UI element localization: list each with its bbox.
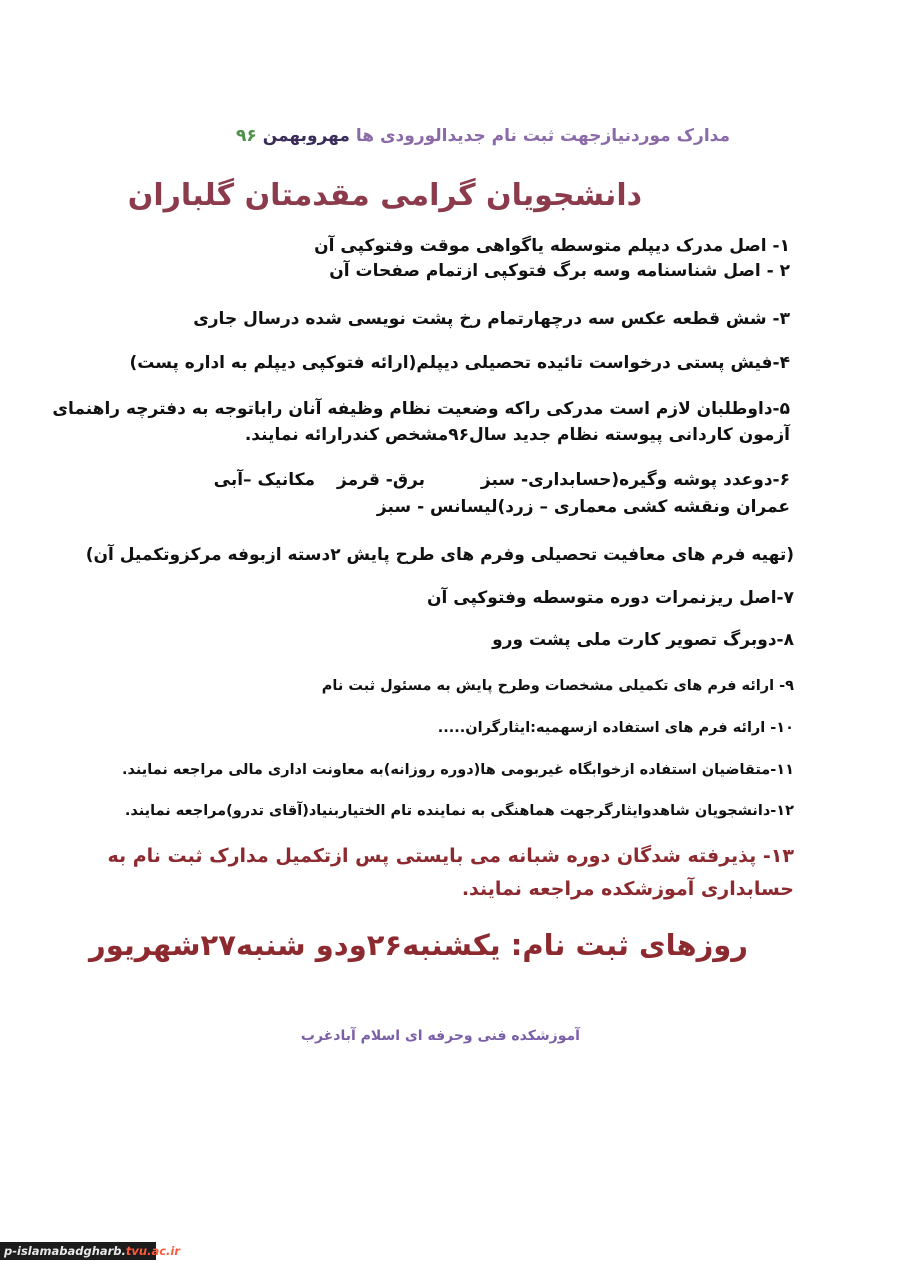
item-1: ۱- اصل مدرک دیپلم متوسطه یاگواهی موقت وفتوکپی آن bbox=[314, 236, 790, 256]
item-7: ۷-اصل ریزنمرات دوره متوسطه وفتوکپی آن bbox=[427, 588, 794, 608]
header-semester: مهروبهمن bbox=[262, 126, 350, 146]
header-text: مدارک موردنیازجهت ثبت نام جدیدالورودی ها bbox=[355, 126, 730, 146]
item-4: ۴-فیش پستی درخواست تائیده تحصیلی دیپلم(ارائه فتوکپی دیپلم به اداره پست) bbox=[129, 353, 790, 373]
item-10: ۱۰- ارائه فرم های استفاده ازسهمیه:ایثارگران..... bbox=[437, 720, 794, 736]
item-5-line-1: ۵-داوطلبان لازم است مدرکی راکه وضعیت نظام وظیفه آنان راباتوجه به دفترچه راهنمای bbox=[52, 399, 790, 419]
item-13-line-2: حسابداری آموزشکده مراجعه نمایند. bbox=[461, 878, 794, 900]
item-9: ۹- ارائه فرم های تکمیلی مشخصات وطرح پایش به مسئول ثبت نام bbox=[321, 678, 794, 694]
item-6-accounting: ۶-دوعدد پوشه وگیره(حسابداری- سبز bbox=[480, 470, 790, 490]
header-year: ۹۶ bbox=[236, 126, 257, 146]
watermark-site: p-islamabadgharb. bbox=[4, 1244, 126, 1258]
item-8: ۸-دوبرگ تصویر کارت ملی پشت ورو bbox=[492, 630, 794, 650]
website-watermark bbox=[0, 1242, 181, 1260]
item-2: ۲ - اصل شناسنامه وسه برگ فتوکپی ازتمام صفحات آن bbox=[329, 261, 790, 281]
watermark-domain: tvu.ac.ir bbox=[125, 1244, 181, 1258]
item-6-electric: برق- قرمز bbox=[337, 470, 425, 490]
item-13-line-1: ۱۳- پذیرفته شدگان دوره شبانه می بایستی پس ازتکمیل مدارک ثبت نام به bbox=[107, 845, 794, 867]
item-5-line-2: آزمون کاردانی پیوسته نظام جدید سال۹۶مشخص کندرارائه نمایند. bbox=[244, 425, 790, 445]
item-11: ۱۱-متقاضیان استفاده ازخوابگاه غیربومی ها(دوره روزانه)به معاونت اداری مالی مراجعه نمایند. bbox=[122, 762, 794, 778]
item-6-mechanic: مکانیک –آبی bbox=[213, 470, 315, 490]
item-3: ۳- شش قطعه عکس سه درچهارتمام رخ پشت نویسی شده درسال جاری bbox=[193, 309, 790, 329]
document-header bbox=[236, 126, 730, 146]
forms-note: (تهیه فرم های معافیت تحصیلی وفرم های طرح پایش ۲دسته ازبوفه مرکزوتکمیل آن) bbox=[85, 545, 794, 565]
page-title: دانشجویان گرامی مقدمتان گلباران bbox=[127, 178, 642, 213]
item-6-civil: عمران ونقشه کشی معماری – زرد)لیسانس - سبز bbox=[376, 497, 790, 517]
item-12: ۱۲-دانشجویان شاهدوایثارگرجهت هماهنگی به نماینده تام الختیاربنیاد(آقای تدرو)مراجعه نمایند. bbox=[124, 803, 794, 819]
registration-days: روزهای ثبت نام: یکشنبه۲۶ودو شنبه۲۷شهریور bbox=[89, 928, 748, 962]
footer-institute: آموزشکده فنی وحرفه ای اسلام آبادغرب bbox=[300, 1028, 580, 1044]
